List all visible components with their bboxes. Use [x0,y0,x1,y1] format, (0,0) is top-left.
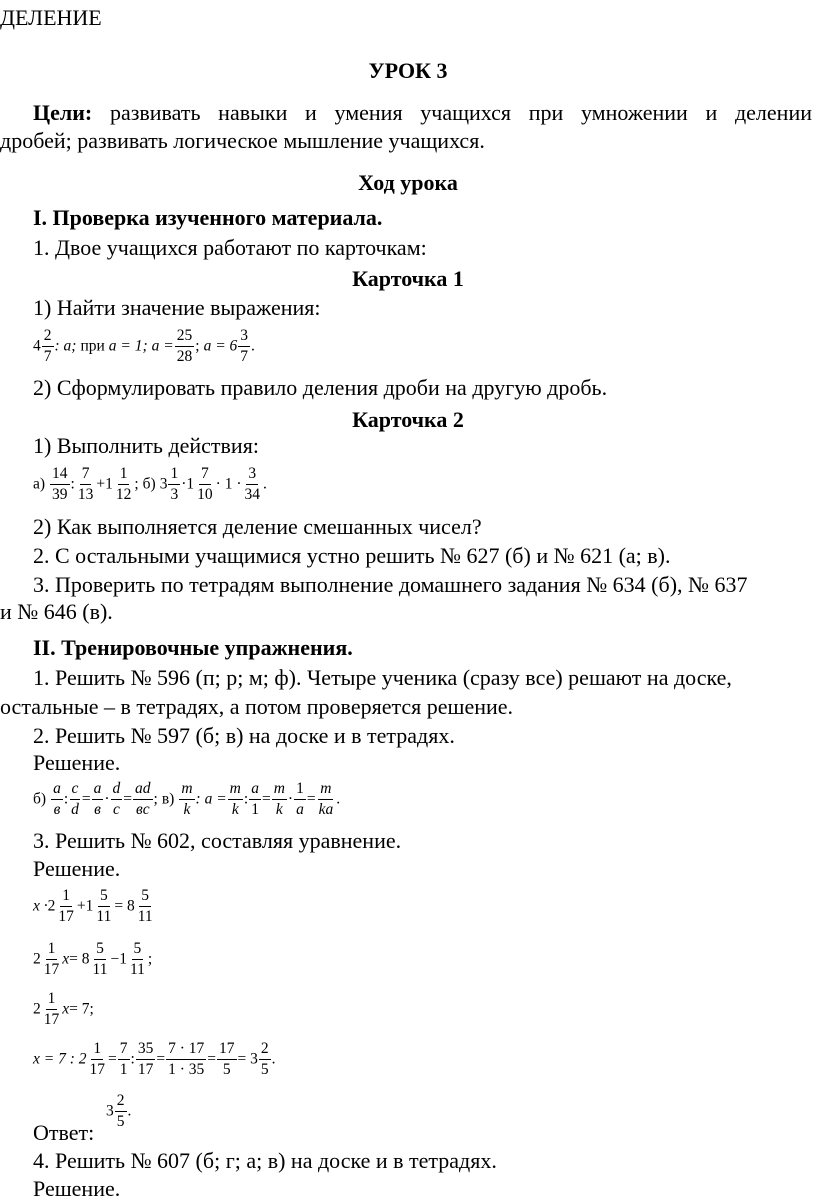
section-2-item-1-line-1: 1. Решить № 596 (п; р; м; ф). Четыре ученика (сразу все) решают на доске, [33,665,732,690]
section-2-title: II. Тренировочные упражнения. [33,635,353,660]
section-1-title: I. Проверка изученного материала. [33,205,383,230]
section-2-item-2: 2. Решить № 597 (б; в) на доске и в тетрадях. [33,723,455,748]
card-2-task-2: 2) Как выполняется деление смешанных чисел? [33,514,482,539]
exercise-597-formula: б) $\frac{a}{в}$ : $\frac{c}{d}$ = $\frac{a}{в}$ · $\frac{d}{c}$ = $\frac{ad}{вc}$ ; в) $\frac{m}{k}$ : a = $\frac{m}{k}$ : $\frac{a}{1}$ = $\frac{m}{k}$ · $\frac{1}{a}$ = $\frac{m}{ka}$ . [33,780,341,818]
answer-value: 3 $\frac{2}{5}$ . [106,1092,132,1130]
goals-text-1: развивать навыки и умения учащихся при умножении и делении [109,100,813,125]
goals-line-1 [33,98,812,128]
goals-label: Цели: [33,100,93,125]
course-title: Ход урока [358,170,458,195]
section-1-item-3-line-2: и № 646 (в). [0,599,113,624]
section-2-item-1-line-2: остальные – в тетрадях, а потом проверяется решение. [0,694,514,719]
card-2-formula: а) $\frac{14}{39}$ : $\frac{7}{13}$ +1 $\frac{1}{12}$ ; б) 3 $\frac{1}{3}$ ·1 $\frac{7}{10}$ · 1 · $\frac{3}{34}$ . [33,465,267,503]
equation-602-line-2: 2 $\frac{1}{17}$ x= 8 $\frac{5}{11}$ −1 $\frac{5}{11}$ ; [33,940,153,978]
answer-label: Ответ: [33,1120,95,1145]
section-1-item-2: 2. С остальными учащимися устно решить № 627 (б) и № 621 (а; в). [33,543,671,568]
equation-602-line-3: 2 $\frac{1}{17}$ x= 7; [33,990,94,1028]
solution-label-3: Решение. [33,1176,121,1201]
card-1-formula: 4 $\frac{2}{7}$ : a; при a = 1; a = $\frac{25}{28}$ ; a = 6 $\frac{3}{7}$ . [33,327,255,365]
section-1-item-1: 1. Двое учащихся работают по карточкам: [33,235,427,260]
solution-label-1: Решение. [33,750,121,775]
section-1-item-3-line-1: 3. Проверить по тетрадям выполнение домашнего задания № 634 (б), № 637 [33,572,748,597]
card-2-task-1: 1) Выполнить действия: [33,433,259,458]
equation-602-line-1: x ·2 $\frac{1}{17}$ +1 $\frac{5}{11}$ = 8 $\frac{5}{11}$ [33,887,153,925]
section-2-item-3: 3. Решить № 602, составляя уравнение. [33,828,402,853]
section-2-item-4: 4. Решить № 607 (б; г; а; в) на доске и в тетрадях. [33,1148,497,1173]
topic-heading: ДЕЛЕНИЕ [0,5,102,30]
card-1-title: Карточка 1 [352,266,464,291]
solution-label-2: Решение. [33,856,121,881]
card-1-task-2: 2) Сформулировать правило деления дроби на другую дробь. [33,375,608,400]
card-1-task-1: 1) Найти значение выражения: [33,295,321,320]
card-2-title: Карточка 2 [352,407,464,432]
lesson-title: УРОК 3 [368,58,448,83]
equation-602-line-4: x = 7 : 2 $\frac{1}{17}$ = $\frac{7}{1}$ : $\frac{35}{17}$ = $\frac{7 \cdot 17}{1 \cdot 35}$ = $\frac{17}{5}$ = 3 $\frac{2}{5}$ . [33,1040,276,1078]
goals-line-2: дробей; развивать логическое мышление учащихся. [0,128,485,153]
